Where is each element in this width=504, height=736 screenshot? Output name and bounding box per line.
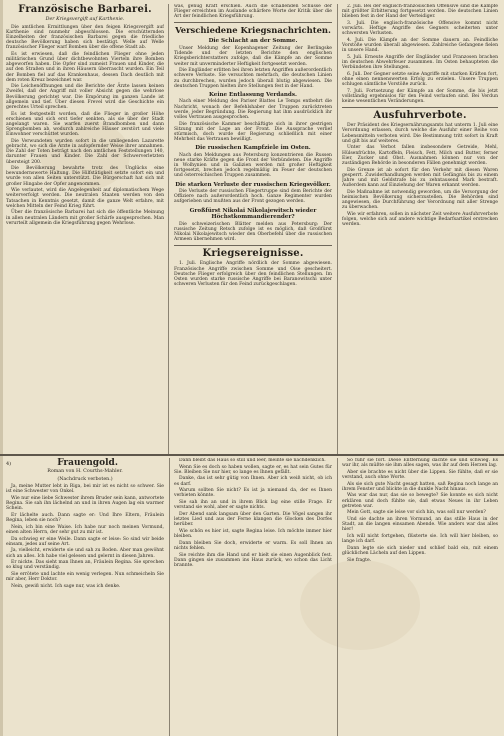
section-heading: Verschiedene Kriegsnachrichten. — [175, 25, 331, 36]
paragraph: Wie wir erfahren, sollen in nächster Zeit weitere Ausfuhrverbote folgen, welche sich auf andere wichtige Bedarfsartikel erstrecken werden. — [342, 211, 498, 228]
paragraph: Sie sah ihn an und in ihrem Blick lag eine stille Frage. Er verstand sie wohl, aber er sagte nichts. — [174, 500, 332, 511]
column-divider — [337, 458, 338, 736]
column-3 — [342, 4, 498, 456]
subheadline: Der Kriegsvergift auf Karthenie. — [45, 17, 125, 22]
paragraph: Der Präsident des Kriegsernährungsamts hat unterm 1. Juli eine Verordnung erlassen, durch welche die Ausfuhr einer Reihe von Lebensmitteln verboten wird. Die Bestimmung tritt sofort in Kraft und gilt bis auf weiteres. — [342, 123, 498, 144]
paragraph: Und sie dachte an ihren Vormund, an das stille Haus in der Stadt, an die langen einsamen Abende. Wie anders war das alles hier! — [342, 517, 498, 533]
subheading: Die Schlacht an der Somme. — [208, 38, 298, 45]
article-body — [174, 153, 332, 179]
article-body — [174, 46, 332, 89]
reprint-note: (Nachdruck verboten.) — [57, 476, 113, 482]
feuilleton-column-1 — [6, 458, 164, 736]
paragraph: Nein, ich bin eine Waise. Ich habe nur noch meinen Vormund, einen alten Herrn, der sehr gut zu mir ist. — [6, 524, 164, 535]
divider — [342, 107, 498, 108]
subheading: Großfürst Nikolai Nikolajewitsch wieder Höchstkommandierender? — [189, 207, 317, 221]
article-body — [174, 222, 332, 243]
feuilleton-header — [6, 458, 164, 469]
novel-byline: Roman von H. Courths-Mahler. — [47, 469, 123, 474]
divider — [174, 22, 332, 23]
paragraph: Wie schön es hier ist, sagte Regina leise. Ich möchte immer hier bleiben. — [174, 528, 332, 540]
paragraph: Die Verwundeten wurden sofort in die umliegenden Lazarette gebracht, wo sich die Ärzte in aufopfernder Weise ihrer annahmen. Die Zahl der Toten beträgt nach den amtlichen Feststellungen 140, darunter Frauen und Kinder. Die Zahl der Schwerverletzten übersteigt 200. — [6, 138, 164, 165]
section-heading: Ausfuhrverbote. — [373, 110, 467, 122]
paragraph: Mein Gott, sagte sie leise vor sich hin, was soll nur werden? — [347, 510, 486, 516]
headline-barbarei: Französische Barbarei. — [18, 4, 152, 15]
paragraph: Die Bevölkerung bewahrte trotz des Unglücks eine bewundernswerte Haltung. Die Hilfstätigkeit setzte sofort ein und wurde von allen Seiten unterstützt. Die Bürgerschaft hat sich mit großer Hingabe der Opfer angenommen. — [6, 166, 164, 187]
divider — [174, 245, 332, 246]
subheading: Keine Entlassung Verdands. — [209, 91, 297, 98]
page-edge — [0, 0, 3, 736]
paragraph: Da schwieg er eine Weile. Dann sagte er leise: So sind wir beide einsam, jedes auf seine Art. — [6, 536, 164, 547]
article-body — [342, 123, 498, 227]
column-divider — [168, 4, 169, 454]
column-2 — [174, 4, 332, 456]
column-1 — [6, 4, 164, 456]
paragraph: Ja, meine Mutter lebt in Riga, bei mir ist es nicht so schwer. Sie ist eine Schwester von Onkel. — [6, 484, 164, 495]
feuilleton-section — [6, 458, 499, 736]
article-body — [342, 4, 498, 104]
novel-text — [342, 458, 498, 563]
novel-title: Frauengold. — [57, 458, 118, 468]
novel-text — [174, 458, 332, 568]
paragraph: Wie verlautet, wird die Angelegenheit auf diplomatischem Wege weiterverfolgt werden. Die neutralen Staaten werden von den Tatsachen in Kenntnis gesetzt, damit die ganze Welt erfahre, mit welchen Mitteln der Feind Krieg führt. — [6, 188, 164, 209]
paragraph: Die französische Kammer beschäftigte sich in ihrer gestrigen Sitzung mit der Lage an der Front. Die Aussprache verlief stürmisch, doch wurde der Regierung schließlich mit einer Mehrheit das Vertrauen bewilligt. — [174, 121, 332, 142]
upper-section — [6, 4, 499, 456]
paragraph: Aber sie brachte es nicht über die Lippen. Sie fühlte, daß er sie verstand, auch ohne Worte. — [342, 469, 498, 480]
feuilleton-column-2 — [174, 458, 332, 736]
column-divider — [169, 458, 170, 736]
paragraph: Nach einer Meldung des Pariser Blattes Le Temps entbehrt die Nachricht, wonach der Befehlshaber der Truppen zurücktreten werde, jeder Begründung. Die Regierung hat ihm ausdrücklich ihr volles Vertrauen ausgesprochen. — [174, 99, 332, 120]
paragraph: 3. Juli. Die englisch-französische Offensive kommt nicht vorwärts. Heftige Angriffe des Gegners scheiterten unter schwersten Verlusten. — [342, 20, 498, 37]
feuilleton-divider — [0, 454, 504, 456]
paragraph: Sie reichte ihm die Hand und er hielt sie einen Augenblick fest. Dann gingen sie zusammen ins Haus zurück, wo schon das Licht brannte. — [174, 552, 332, 568]
paragraph: Dann bleibt das Haus so still und leer, meinte sie nachdenklich. — [179, 458, 326, 463]
paragraph: 1. Juli. Englische Angriffe nördlich der Somme abgewiesen. Französische Angriffe zwischen Somme und Oise gescheitert. Deutsche Flieger erfolgreich über den feindlichen Stellungen. Im Osten wurden starke russische Angriffe bei Baranowitschi unter schweren Verlusten für den Feind zurückgeschlagen. — [174, 261, 332, 288]
installment-number: 4) — [6, 461, 12, 467]
paragraph: Der Abend sank langsam über den Garten. Die Vögel sangen ihr letztes Lied und aus der Ferne klangen die Glocken des Dorfes herüber. — [174, 511, 332, 528]
paragraph: Wie nur eine liebe Schwester ihrem Bruder sein kann, antwortete Regina. Sie sah ihn lächelnd an und in ihren Augen lag ein warmer Schein. — [6, 496, 164, 512]
paragraph: Er nickte. Das sieht man Ihnen an, Fräulein Regina. Sie sprechen so klug und verständig. — [6, 560, 164, 571]
article-body — [174, 261, 332, 287]
paragraph: Es ist festgestellt worden, daß die Flieger in großer Höhe erschienen und sich erst tiefer senkten, als sie über der Stadt angelangt waren. Sie warfen zuerst Brandbomben und dann Sprengbomben ab, wodurch zahlreiche Häuser zerstört und viele Einwohner verschüttet wurden. — [6, 111, 164, 138]
section-heading: Kriegsereignisse. — [202, 248, 304, 260]
paragraph: Warum sollten Sie nicht? Es ist ja niemand da, der es Ihnen verbieten könnte. — [174, 488, 332, 499]
paragraph: Als sie sich gute Nacht gesagt hatten, saß Regina noch lange an ihrem Fenster und blickte in die dunkle Nacht hinaus. — [342, 481, 498, 492]
paragraph: Die amtlichen Ermittlungen über den feigen Kriegsvergift auf Karthenie sind nunmehr abgeschlossen. Die erschütternden Einzelheiten der französischen Barbarei gegen die friedliche deutsche Bevölkerung haben sich bestätigt. Welle auf Welle französischer Flieger warf Bomben über die offene Stadt ab. — [6, 24, 164, 51]
column-divider — [337, 4, 338, 454]
paragraph: Wenn Sie es doch so haben wollen, sagte er, es hat sein Gutes für Sie. Bleiben Sie nur hier, so lange es Ihnen gefällt. — [174, 464, 332, 475]
paragraph: Nein, gewiß nicht. Ich sage nur, was ich denke. — [11, 583, 121, 589]
article-body — [174, 99, 332, 142]
paragraph: Was war das nur, das sie so bewegte? Sie konnte es sich nicht erklären und doch fühlte sie, daß etwas Neues in ihr Leben getreten war. — [342, 493, 498, 509]
paragraph: Unser Meldung der Kopenhagener Zeitung der Berlingske Tidende und der letzten Berichte den englischen Kriegsberichterstatters zufolge, daß die Kämpfe an der Somme weiter mit unverminderter Heftigkeit fortgesetzt werden. — [174, 46, 332, 67]
paragraph: Sie fragte. — [347, 557, 372, 563]
paragraph: 5. Juli. Erneute Angriffe der Engländer und Franzosen brachen im deutschen Abwehrfeuer zusammen. Im Osten behaupteten die Verbündeten ihre Stellungen. — [342, 54, 498, 71]
paragraph: 7. Juli. Fortsetzung der Kämpfe an der Somme, die bis jetzt vollständig ergebnislos für den Feind verlaufen sind. Bei Verdun keine wesentlichen Veränderungen. — [342, 88, 498, 105]
paragraph: Es ist erwiesen, daß die feindlichen Flieger ohne jeden militärischen Grund über dichtbewohnten Vierteln ihre Bomben abgeworfen haben. Die Opfer sind zumeist Frauen und Kinder, die auf den Straßen und in ihren Häusern überrascht wurden. Ein Teil der Bomben fiel auf das Krankenhaus, dessen Dach deutlich mit dem roten Kreuz bezeichnet war. — [6, 51, 164, 83]
subheading: Die russischen Kampfziele im Osten. — [195, 145, 311, 152]
paragraph: Die schweizerischen Blätter melden aus Petersburg: Der russische Zeitung Retsch zufolge ist es möglich, daß Großfürst Nikolai Nikolajewitsch wieder den Oberbefehl über die russischen Armeen übernehmen wird. — [174, 221, 332, 243]
paragraph: Die Leichenöffnungen und die Berichte der Ärzte lassen keinen Zweifel, daß der Angriff mit voller Absicht gegen die wehrlose Bevölkerung gerichtet war. Die Empörung im ganzen Lande ist allgemein und tief. Über diesen Frevel wird die Geschichte ein gerechtes Urteil sprechen. — [6, 84, 164, 110]
paragraph: Die Maßnahme ist notwendig geworden, um die Versorgung der heimischen Bevölkerung sicherzustellen. Die Behörden sind angewiesen, die Durchführung der Verordnung mit aller Strenge zu überwachen. — [342, 189, 498, 211]
paragraph: 6. Juli. Der Gegner setzte seine Angriffe mit starken Kräften fort, ohne einen nennenswerten Erfolg zu erzielen. Unsere Truppen schlugen sämtliche Vorstöße zurück. — [342, 71, 498, 88]
paragraph: Ja, vielleicht, erwiderte sie und sah zu Boden. Aber man gewöhnt sich an alles. Ich habe viel gelesen und gelernt in diesen Jahren. — [6, 548, 164, 559]
paragraph: Nach den Meldungen aus Petersburg konzentrieren die Russen neue starke Kräfte gegen die Front der Verbündeten. Die Angriffe in Wolhynien und in Galizien werden mit großer Heftigkeit fortgesetzt, brechen jedoch regelmäßig im Feuer der deutschen und österreichischen Truppen zusammen. — [174, 152, 332, 179]
subheading: Die starken Verluste der russischen Kriegsvölker. — [175, 181, 331, 188]
article-text: was, genug Kraft erschien. Auch die schallenden Schüsse der Flieger erreichten im Auslande schärfere Worte der Kritik über die Art der feindlichen Kriegsführung. — [174, 4, 332, 20]
paragraph: Danke, das ist sehr gütig von Ihnen. Aber ich weiß nicht, ob ich es darf. — [174, 476, 332, 487]
article-body — [174, 189, 332, 204]
paragraph: So fuhr sie fort. Diese Entfernung dachte sie und schwieg. Es war ihr, als müßte sie ihm alles sagen, was ihr auf dem Herzen lag. — [342, 458, 498, 469]
paragraph: Die Engländer erlitten bei ihren letzten Angriffen außerordentlich schwere Verluste. Sie versuchten mehrfach, die deutschen Linien zu durchbrechen, wurden jedoch überall blutig abgewiesen. Die deutschen Truppen hielten ihre Stellungen fest in der Hand. — [174, 68, 332, 89]
paragraph: Dann bleiben Sie doch, erwiderte er warm. Es soll Ihnen an nichts fehlen. — [174, 540, 332, 551]
paragraph: 4. Juli. Die Kämpfe an der Somme dauern an. Feindliche Vorstöße wurden überall abgewiesen. Zahlreiche Gefangene fielen in unsere Hand. — [342, 37, 498, 54]
paragraph: Die Grenze ist ab sofort für den Verkehr mit diesen Waren gesperrt. Zuwiderhandlungen werden mit Gefängnis bis zu einem Jahre und mit Geldstrafe bis zu zehntausend Mark bestraft. Außerdem kann auf Einziehung der Waren erkannt werden. — [342, 167, 498, 189]
paragraph: Ich will nicht fortgehen, flüsterte sie. Ich will hier bleiben, so lange ich darf. — [342, 534, 498, 545]
paragraph: Er lächelte auch. Dann sagte er: Und Ihre Eltern, Fräulein Regina, leben sie noch? — [6, 512, 164, 524]
paragraph: Über die französische Barbarei hat sich die öffentliche Meinung in allen neutralen Ländern mit großer Schärfe ausgesprochen. Man verurteilt allgemein die Kriegsführung gegen Wehrlose. — [6, 210, 164, 226]
paragraph: 2. Juli. Bei der englisch-französischen Offensive sind die Kämpfe mit größter Erbitterung fortgesetzt worden. Die deutschen Linien blieben fest in der Hand der Verteidiger. — [342, 4, 498, 20]
feuilleton-column-3 — [342, 458, 498, 736]
novel-text — [6, 484, 164, 589]
paragraph: Die Verluste der russischen Fliegertruppe sind dem Berichte der Offiziere nach außerordentlich hoch. Ganze Regimenter wurden aufgerieben und mußten aus der Front gezogen werden. — [174, 189, 332, 205]
article-body — [6, 25, 164, 226]
paragraph: Sie errötete und lachte ein wenig verlegen. Nun schmeicheln Sie mir aber, Herr Doktor. — [6, 572, 164, 583]
paragraph: Dann legte sie sich nieder und schlief bald ein, mit einem glücklichen Lächeln auf den Lippen. — [342, 545, 498, 556]
paragraph: Unter das Verbot fallen insbesondere Getreide, Mehl, Hülsenfrüchte, Kartoffeln, Fleisch, Fett, Milch und Butter, ferner Eier, Zucker und Obst. Ausnahmen können nur von der zuständigen Behörde in besonderen Fällen genehmigt werden. — [342, 145, 498, 166]
